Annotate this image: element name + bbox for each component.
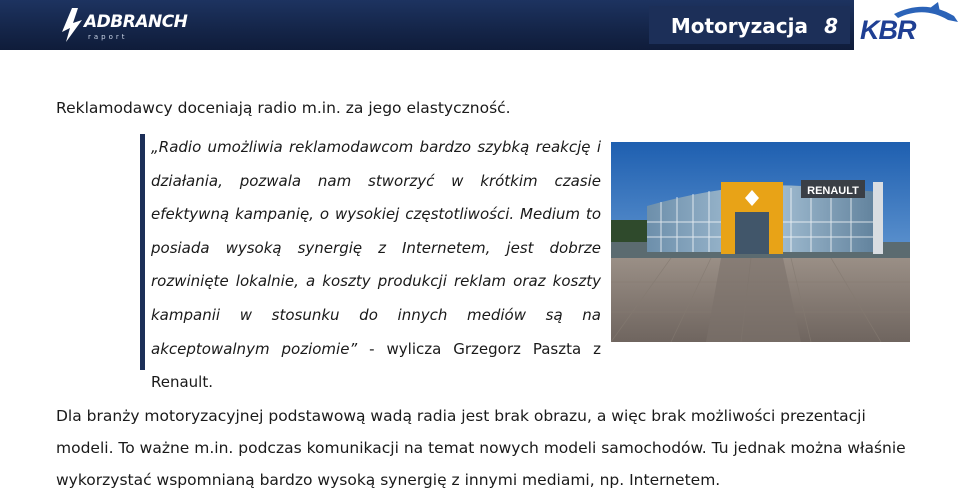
quote-bar <box>140 134 145 370</box>
header-bar <box>0 0 960 50</box>
kbr-logo-text: KBR <box>860 15 916 45</box>
renault-dealership-photo <box>611 142 910 342</box>
photo-sign-text: RENAULT <box>807 185 859 197</box>
quote-text: „Radio umożliwia reklamodawcom bardzo szybką reakcję i działania, pozwala nam stworzyć w krótkim czasie efektywną kampanię, o wysokiej częstotliwości. Medium to posiada wysoką synergię z Internetem, jest dobrze rozwinięte lokalnie, a koszty produkcji reklam oraz koszty kampanii w stosunku do innych mediów są na akceptowalnym poziomie” <box>151 138 601 358</box>
body-paragraph: Dla branży motoryzacyjnej podstawową wadą radia jest brak obrazu, a więc brak możliwości prezentacji modeli. To ważne m.in. podczas komunikacji na temat nowych modeli samochodów. Tu jednak można właśnie wykorzystać wspomnianą bardzo wysoką synergię z innymi mediami, np. Internetem. <box>56 407 906 489</box>
page-number: 8 <box>824 14 838 38</box>
adbranch-logo-text: ADBRANCH <box>84 12 188 32</box>
kbr-logo <box>854 0 960 50</box>
dealership-illustration <box>611 142 910 342</box>
section-title: Motoryzacja <box>670 14 808 38</box>
quote-block <box>151 131 601 400</box>
intro-sentence: Reklamodawcy doceniają radio m.in. za jego elastyczność. <box>56 99 511 117</box>
adbranch-logo <box>58 6 188 44</box>
adbranch-logo-subtext: raport <box>88 33 128 41</box>
section-title-box <box>649 6 850 44</box>
quote-attribution: - wylicza Grzegorz Paszta z Renault. <box>151 339 601 392</box>
